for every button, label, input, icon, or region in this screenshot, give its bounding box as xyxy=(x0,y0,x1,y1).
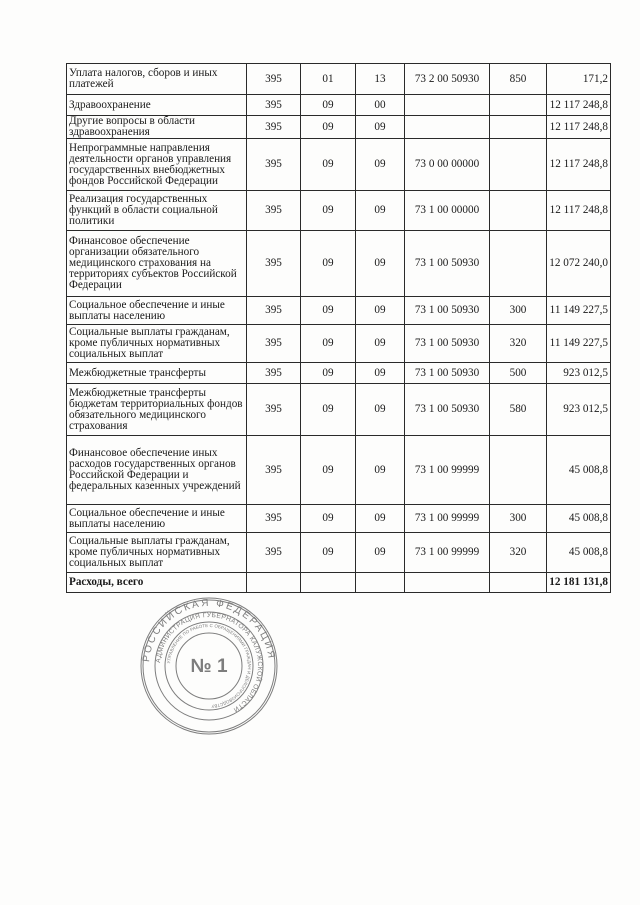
row-grbs-code: 395 xyxy=(247,139,301,191)
row-section-code: 09 xyxy=(301,231,356,297)
row-name: Межбюджетные трансферты xyxy=(67,363,247,384)
row-amount: 923 012,5 xyxy=(547,363,611,384)
row-section-code: 01 xyxy=(301,64,356,95)
row-expense-type: 300 xyxy=(490,297,547,325)
row-name: Финансовое обеспечение организации обязательного медицинского страхования на территориях субъектов Российской Федерации xyxy=(67,231,247,297)
row-section-code: 09 xyxy=(301,116,356,139)
row-amount: 45 008,8 xyxy=(547,436,611,505)
row-target-article: 73 1 00 50930 xyxy=(405,297,490,325)
row-grbs-code: 395 xyxy=(247,505,301,533)
row-section-code: 09 xyxy=(301,325,356,363)
row-subsection-code: 09 xyxy=(356,384,405,436)
table-row xyxy=(67,297,611,325)
row-name: Социальные выплаты гражданам, кроме публичных нормативных социальных выплат xyxy=(67,325,247,363)
total-empty-cell xyxy=(490,573,547,593)
row-amount: 12 117 248,8 xyxy=(547,139,611,191)
row-name: Другие вопросы в области здравоохранения xyxy=(67,116,247,139)
row-target-article: 73 1 00 50930 xyxy=(405,231,490,297)
row-expense-type: 320 xyxy=(490,325,547,363)
row-name: Социальные выплаты гражданам, кроме публичных нормативных социальных выплат xyxy=(67,533,247,573)
row-name: Финансовое обеспечение иных расходов государственных органов Российской Федерации и федеральных казенных учреждений xyxy=(67,436,247,505)
row-subsection-code: 09 xyxy=(356,505,405,533)
table-row xyxy=(67,363,611,384)
row-expense-type xyxy=(490,191,547,231)
row-grbs-code: 395 xyxy=(247,384,301,436)
row-grbs-code: 395 xyxy=(247,116,301,139)
row-subsection-code: 09 xyxy=(356,533,405,573)
row-name: Реализация государственных функций в области социальной политики xyxy=(67,191,247,231)
table-row xyxy=(67,116,611,139)
row-section-code: 09 xyxy=(301,384,356,436)
row-section-code: 09 xyxy=(301,533,356,573)
table-row xyxy=(67,139,611,191)
table-row xyxy=(67,384,611,436)
row-target-article: 73 1 00 99999 xyxy=(405,436,490,505)
row-name: Социальное обеспечение и иные выплаты населению xyxy=(67,297,247,325)
total-row xyxy=(67,573,611,593)
row-name: Непрограммные направления деятельности органов управления государственных внебюджетных фондов Российской Федерации xyxy=(67,139,247,191)
row-expense-type: 500 xyxy=(490,363,547,384)
row-grbs-code: 395 xyxy=(247,297,301,325)
row-subsection-code: 09 xyxy=(356,325,405,363)
row-target-article: 73 2 00 50930 xyxy=(405,64,490,95)
row-section-code: 09 xyxy=(301,191,356,231)
row-expense-type: 850 xyxy=(490,64,547,95)
row-target-article: 73 1 00 00000 xyxy=(405,191,490,231)
total-empty-cell xyxy=(356,573,405,593)
row-target-article xyxy=(405,116,490,139)
row-subsection-code: 09 xyxy=(356,363,405,384)
total-amount: 12 181 131,8 xyxy=(547,573,611,593)
row-expense-type: 320 xyxy=(490,533,547,573)
row-expense-type xyxy=(490,231,547,297)
row-name: Уплата налогов, сборов и иных платежей xyxy=(67,64,247,95)
row-name: Социальное обеспечение и иные выплаты населению xyxy=(67,505,247,533)
row-expense-type: 580 xyxy=(490,384,547,436)
row-section-code: 09 xyxy=(301,436,356,505)
table-row xyxy=(67,533,611,573)
row-grbs-code: 395 xyxy=(247,191,301,231)
row-section-code: 09 xyxy=(301,505,356,533)
row-grbs-code: 395 xyxy=(247,231,301,297)
table-row xyxy=(67,505,611,533)
table-row xyxy=(67,64,611,95)
row-expense-type xyxy=(490,95,547,116)
table-row xyxy=(67,95,611,116)
row-target-article: 73 1 00 50930 xyxy=(405,363,490,384)
total-empty-cell xyxy=(247,573,301,593)
table-row xyxy=(67,325,611,363)
row-grbs-code: 395 xyxy=(247,64,301,95)
row-expense-type: 300 xyxy=(490,505,547,533)
row-grbs-code: 395 xyxy=(247,95,301,116)
row-subsection-code: 09 xyxy=(356,116,405,139)
row-amount: 12 072 240,0 xyxy=(547,231,611,297)
row-target-article: 73 1 00 50930 xyxy=(405,384,490,436)
table-body xyxy=(67,64,611,593)
row-target-article xyxy=(405,95,490,116)
row-section-code: 09 xyxy=(301,297,356,325)
stamp-inner-text: УПРАВЛЕНИЕ ПО РАБОТЕ С ОБРАЩЕНИЯМИ ГРАЖДАН И ДЕЛОПРОИЗВОДСТВУ xyxy=(166,622,253,709)
row-target-article: 73 1 00 99999 xyxy=(405,505,490,533)
row-grbs-code: 395 xyxy=(247,436,301,505)
row-subsection-code: 09 xyxy=(356,231,405,297)
table-row xyxy=(67,436,611,505)
row-target-article: 73 1 00 50930 xyxy=(405,325,490,363)
row-target-article: 73 0 00 00000 xyxy=(405,139,490,191)
row-expense-type xyxy=(490,139,547,191)
total-label: Расходы, всего xyxy=(67,573,247,593)
table-row xyxy=(67,231,611,297)
row-section-code: 09 xyxy=(301,95,356,116)
row-amount: 12 117 248,8 xyxy=(547,95,611,116)
row-name: Межбюджетные трансферты бюджетам территориальных фондов обязательного медицинского страхования xyxy=(67,384,247,436)
row-expense-type xyxy=(490,116,547,139)
row-amount: 12 117 248,8 xyxy=(547,191,611,231)
row-expense-type xyxy=(490,436,547,505)
row-amount: 45 008,8 xyxy=(547,505,611,533)
row-target-article: 73 1 00 99999 xyxy=(405,533,490,573)
row-grbs-code: 395 xyxy=(247,325,301,363)
total-empty-cell xyxy=(301,573,356,593)
table-row xyxy=(67,191,611,231)
row-grbs-code: 395 xyxy=(247,533,301,573)
row-amount: 171,2 xyxy=(547,64,611,95)
row-amount: 45 008,8 xyxy=(547,533,611,573)
row-subsection-code: 13 xyxy=(356,64,405,95)
stamp-number: № 1 xyxy=(190,656,228,677)
row-section-code: 09 xyxy=(301,139,356,191)
row-subsection-code: 09 xyxy=(356,191,405,231)
expenditure-table xyxy=(66,63,611,593)
row-grbs-code: 395 xyxy=(247,363,301,384)
row-amount: 11 149 227,5 xyxy=(547,297,611,325)
row-name: Здравоохранение xyxy=(67,95,247,116)
row-amount: 12 117 248,8 xyxy=(547,116,611,139)
row-amount: 11 149 227,5 xyxy=(547,325,611,363)
row-subsection-code: 09 xyxy=(356,436,405,505)
stamp-outer-text: РОССИЙСКАЯ ФЕДЕРАЦИЯ xyxy=(141,597,277,663)
row-subsection-code: 09 xyxy=(356,297,405,325)
row-section-code: 09 xyxy=(301,363,356,384)
stamp-middle-text: АДМИНИСТРАЦИЯ ГУБЕРНАТОРА КАЛУЖСКОЙ ОБЛАСТИ xyxy=(155,611,264,714)
total-empty-cell xyxy=(405,573,490,593)
official-seal-stamp xyxy=(139,596,279,736)
row-subsection-code: 00 xyxy=(356,95,405,116)
row-subsection-code: 09 xyxy=(356,139,405,191)
row-amount: 923 012,5 xyxy=(547,384,611,436)
